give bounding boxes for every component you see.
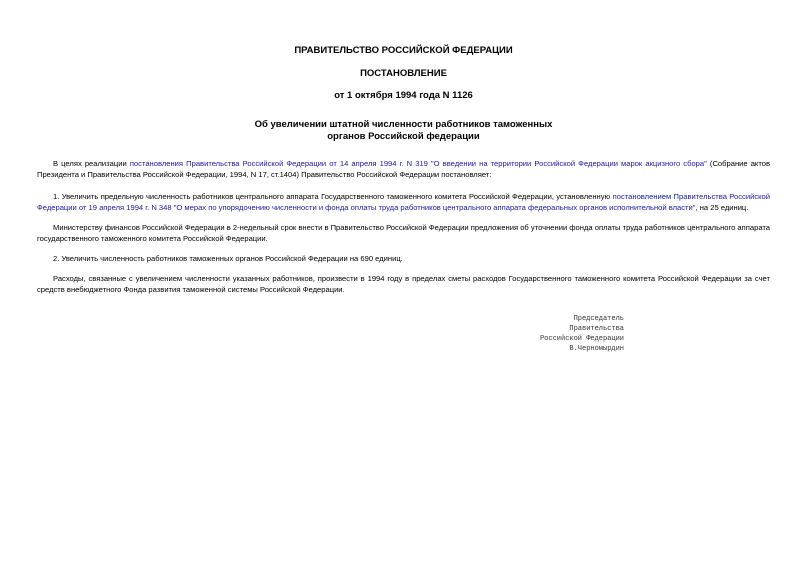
paragraph-preamble — [37, 158, 770, 180]
document-title — [37, 119, 770, 143]
government-heading: ПРАВИТЕЛЬСТВО РОССИЙСКОЙ ФЕДЕРАЦИИ — [294, 45, 513, 56]
link-resolution-319[interactable]: постановления Правительства Российской Федерации от 14 апреля 1994 г. N 319 "О введении на территории Российской Федерации марок акцизного сбора" — [129, 159, 707, 168]
document-title-line1: Об увеличении штатной численности работников таможенных — [254, 119, 553, 130]
signature-organization: Российской Федерации — [539, 335, 624, 343]
paragraph-text: В целях реализации — [53, 159, 130, 168]
signature-position: Председатель Правительства — [569, 315, 624, 333]
paragraph-text: 1. Увеличить предельную численность работников центрального аппарата Государственного таможенного комитета Российской Федерации, установленную — [53, 192, 613, 201]
document-type-heading: ПОСТАНОВЛЕНИЕ — [360, 68, 447, 79]
paragraph-expenses: Расходы, связанные с увеличением численности указанных работников, произвести в 1994 году в пределах сметы расходов Государственного таможенного комитета Российской Федерации за счет средств внебюджетного Фонда развития таможенной системы Российской Федерации. — [37, 274, 770, 294]
paragraph-text: (Собрание актов Президента и Правительства Российской Федерации, 1994, N 17, ст.1404) Правительство Российской Федерации постановляет: — [37, 159, 770, 179]
paragraph-item-2: 2. Увеличить численность работников таможенных органов Российской Федерации на 690 единиц. — [53, 254, 403, 263]
link-resolution-348[interactable]: постановлением Правительства Российской Федерации от 19 апреля 1994 г. N 348 "О мерах по упорядочению численности и фонда оплаты труда работников центрального аппарата федеральных органов исполнительной власти" — [37, 192, 771, 212]
document-title-line2: органов Российской федерации — [327, 131, 480, 142]
date-number-heading: от 1 октября 1994 года N 1126 — [334, 90, 473, 101]
paragraph-text: , на 25 единиц. — [695, 203, 749, 212]
paragraph-item-1 — [37, 191, 770, 213]
signature-block — [517, 314, 624, 354]
signature-name: В.Черномырдин — [569, 345, 624, 353]
paragraph-ministry-finance: Министерству финансов Российской Федерации в 2-недельный срок внести в Правительство Российской Федерации предложения об уточнении фонда оплаты труда работников центрального аппарата государственного таможенного комитета Российской Федерации. — [37, 223, 770, 243]
